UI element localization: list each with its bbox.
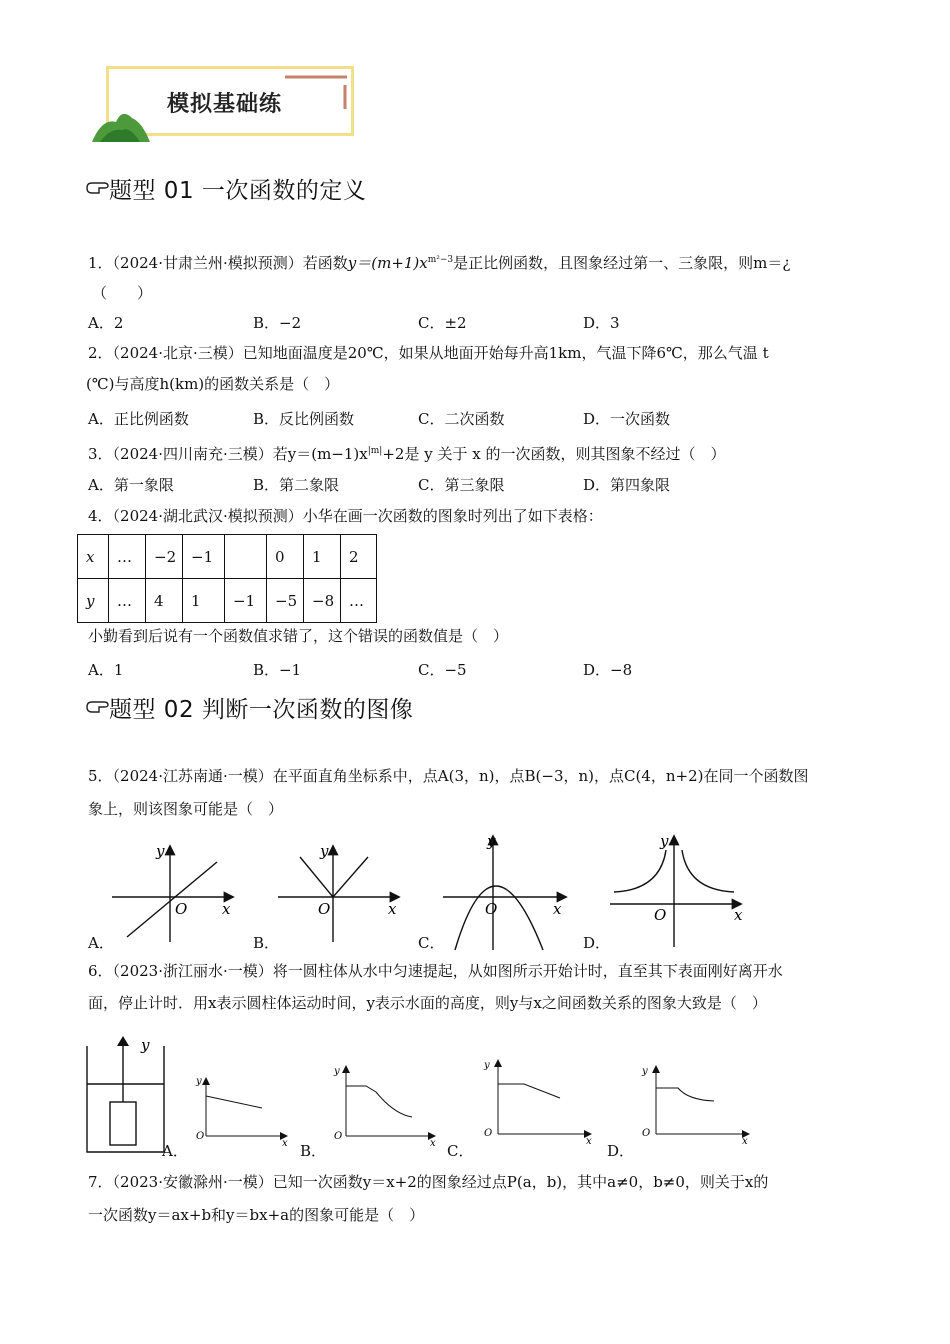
- q4-option-b: B．−1: [253, 661, 302, 679]
- question-1: [88, 250, 790, 273]
- question-7-line2: 一次函数y＝ax+b和y＝bx+a的图象可能是（ ）: [88, 1206, 425, 1224]
- question-2-line2: (℃)与高度h(km)的函数关系是（ ）: [86, 375, 340, 393]
- table-row: [78, 579, 377, 623]
- q3-option-a: A．第一象限: [88, 476, 174, 494]
- q1-paren: （ ）: [92, 284, 153, 302]
- question-6-line2: 面，停止计时．用x表示圆柱体运动时间，y表示水面的高度，则y与x之间函数关系的图象大致是（ ）: [88, 994, 767, 1012]
- y-label: y: [141, 1036, 150, 1054]
- q4-option-c: C．−5: [418, 661, 467, 679]
- question-5-line2: 象上，则该图象可能是（ ）: [88, 800, 284, 818]
- y-axis-label: y: [320, 842, 329, 860]
- table-cell: −8: [304, 579, 341, 623]
- y-axis-label: y: [334, 1066, 340, 1077]
- q5-option-a: A．: [88, 934, 114, 952]
- table-cell: …: [109, 535, 146, 579]
- y-axis-label: y: [484, 1060, 490, 1071]
- origin-label: O: [196, 1131, 205, 1142]
- x-axis-label: x: [742, 1136, 748, 1147]
- banner-title: 模拟基础练: [167, 92, 283, 117]
- value-table: [77, 534, 377, 623]
- q2-option-a: A．正比例函数: [88, 410, 189, 428]
- question-2-line1: 2．（2024·北京·三模）已知地面温度是20℃，如果从地面开始每升高1km，气温下降6℃，那么气温 t: [88, 344, 769, 362]
- y-axis-label: y: [156, 842, 165, 860]
- question-3: [88, 441, 725, 464]
- q6-option-b: B．: [300, 1142, 327, 1160]
- q3-text-pre: 3．（2024·四川南充·三模）若y＝(m−1)x: [88, 445, 368, 463]
- q5-graph-c: [443, 832, 573, 952]
- question-6-line1: 6．（2023·浙江丽水·一模）将一圆柱体从水中匀速提起，从如图所示开始计时，直至其下表面刚好离开水: [88, 962, 783, 980]
- origin-label: O: [175, 900, 188, 918]
- q1-expression: y＝(m+1)x: [347, 254, 428, 272]
- section-title-1: 题型 01 一次函数的定义: [109, 178, 367, 204]
- y-axis-label: y: [642, 1066, 648, 1077]
- x-axis-label: x: [553, 900, 562, 918]
- y-axis-label: y: [196, 1076, 202, 1087]
- x-axis-label: x: [430, 1138, 436, 1149]
- q6-graph-a: [194, 1074, 294, 1149]
- q5-option-c: C．: [418, 934, 445, 952]
- origin-label: O: [654, 906, 667, 924]
- q5-graph-d: [610, 832, 750, 952]
- table-cell: …: [341, 579, 377, 623]
- x-axis-label: x: [388, 900, 397, 918]
- q4-option-a: A．1: [88, 661, 124, 679]
- y-axis-label: y: [487, 832, 496, 850]
- x-axis-label: x: [222, 900, 231, 918]
- origin-label: O: [318, 900, 331, 918]
- q6-graph-c: [480, 1056, 596, 1146]
- table-cell: −2: [146, 535, 183, 579]
- pointing-hand-icon: [86, 180, 110, 196]
- q2-option-b: B．反比例函数: [253, 410, 355, 428]
- q5-option-d: D．: [583, 934, 611, 952]
- q5-graph-b: [278, 842, 408, 952]
- q1-option-b: B．−2: [253, 314, 302, 332]
- q1-source: （2024·甘肃兰州·模拟预测）若函数: [112, 254, 348, 272]
- q2-option-d: D．一次函数: [583, 410, 671, 428]
- q1-option-d: D．3: [583, 314, 620, 332]
- q5-option-b: B．: [253, 934, 280, 952]
- q2-option-c: C．二次函数: [418, 410, 505, 428]
- table-cell: [225, 535, 267, 579]
- table-cell: …: [109, 579, 146, 623]
- q4-option-d: D．−8: [583, 661, 633, 679]
- q3-text-post: +2是 y 关于 x 的一次函数，则其图象不经过（ ）: [382, 445, 726, 463]
- y-axis-label: y: [660, 832, 669, 850]
- mountain-icon: [92, 108, 152, 144]
- table-cell: −1: [225, 579, 267, 623]
- table-cell: x: [78, 535, 109, 579]
- x-axis-label: x: [734, 906, 743, 924]
- question-7-line1: 7．（2023·安徽滁州·一模）已知一次函数y＝x+2的图象经过点P(a，b)，其中a≠0，b≠0，则关于x的: [88, 1173, 769, 1191]
- q6-graph-d: [638, 1062, 754, 1146]
- table-cell: y: [78, 579, 109, 623]
- q6-option-a: A．: [162, 1142, 188, 1160]
- table-cell: 0: [267, 535, 304, 579]
- table-cell: 1: [304, 535, 341, 579]
- x-axis-label: x: [282, 1138, 288, 1149]
- q1-number: 1．: [88, 254, 113, 272]
- q1-exponent: m²−3: [427, 255, 454, 265]
- question-5-line1: 5．（2024·江苏南通·一模）在平面直角坐标系中，点A(3，n)，点B(−3，n)，点C(4，n+2)在同一个函数图: [88, 767, 809, 785]
- table-row: [78, 535, 377, 579]
- q5-graph-a: [112, 842, 242, 952]
- table-cell: −5: [267, 579, 304, 623]
- table-cell: −1: [183, 535, 225, 579]
- origin-label: O: [334, 1131, 343, 1142]
- origin-label: O: [484, 1128, 493, 1139]
- q3-option-c: C．第三象限: [418, 476, 505, 494]
- q1-text: 是正比例函数，且图象经过第一、三象限，则m＝¿: [453, 254, 791, 272]
- q3-exponent: |m|: [367, 446, 383, 456]
- table-cell: 1: [183, 579, 225, 623]
- question-4-line1: 4．（2024·湖北武汉·模拟预测）小华在画一次函数的图象时列出了如下表格：: [88, 507, 603, 525]
- q3-option-d: D．第四象限: [583, 476, 671, 494]
- q6-graph-b: [330, 1062, 440, 1149]
- q1-option-a: A．2: [88, 314, 124, 332]
- origin-label: O: [485, 900, 498, 918]
- q6-option-c: C．: [447, 1142, 474, 1160]
- section-title-2: 题型 02 判断一次函数的图像: [109, 697, 414, 723]
- question-4-line2: 小勤看到后说有一个函数值求错了，这个错误的函数值是（ ）: [88, 627, 509, 645]
- q1-option-c: C．±2: [418, 314, 467, 332]
- q3-option-b: B．第二象限: [253, 476, 340, 494]
- q6-option-d: D．: [607, 1142, 635, 1160]
- banner-accent-icon: [285, 73, 355, 113]
- cylinder-in-water-diagram: [86, 1034, 166, 1154]
- table-cell: 4: [146, 579, 183, 623]
- x-axis-label: x: [586, 1136, 592, 1147]
- pointing-hand-icon: [86, 699, 110, 715]
- origin-label: O: [642, 1128, 651, 1139]
- table-cell: 2: [341, 535, 377, 579]
